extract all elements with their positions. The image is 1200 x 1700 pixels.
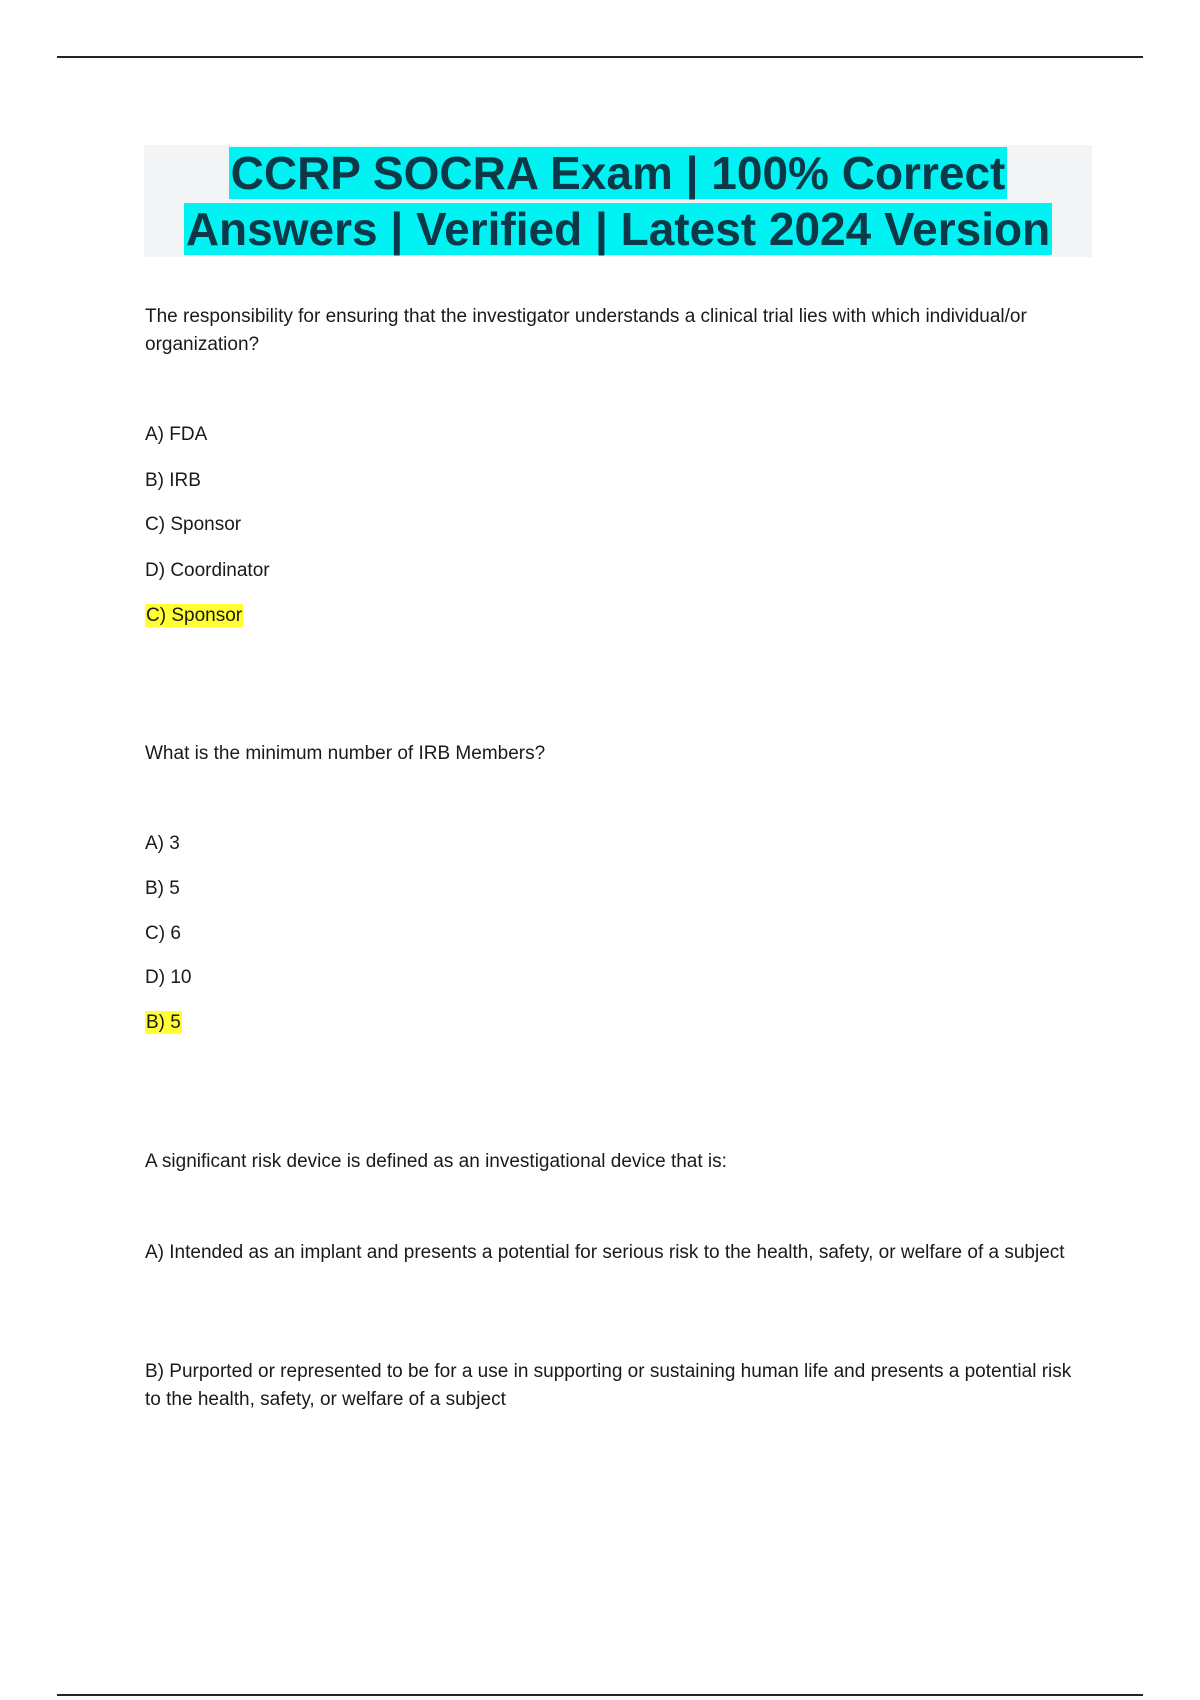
- question-2-answer: B) 5: [146, 1012, 181, 1033]
- question-2-option-d: D) 10: [145, 967, 192, 988]
- bottom-rule: [57, 1694, 1143, 1696]
- title-line-2: Answers | Verified | Latest 2024 Version: [185, 203, 1051, 255]
- question-3-option-a: A) Intended as an implant and presents a potential for serious risk to the health, safety, or welfare of a subject: [145, 1242, 1065, 1263]
- top-rule: [57, 56, 1143, 58]
- question-1-text: The responsibility for ensuring that the investigator understands a clinical trial lies with which individual/or organization?: [145, 306, 1027, 355]
- question-3-option-b: B) Purported or represented to be for a use in supporting or sustaining human life and presents a potential risk to the health, safety, or welfare of a subject: [145, 1361, 1072, 1410]
- question-1-option-b: B) IRB: [145, 470, 201, 491]
- question-2-option-b: B) 5: [145, 878, 180, 899]
- question-2-text: What is the minimum number of IRB Members?: [145, 743, 546, 764]
- question-1-option-a: A) FDA: [145, 424, 208, 445]
- question-1-option-c: C) Sponsor: [145, 514, 242, 535]
- question-3-text: A significant risk device is defined as an investigational device that is:: [145, 1151, 727, 1172]
- question-1-option-d: D) Coordinator: [145, 560, 270, 581]
- question-2-option-a: A) 3: [145, 833, 180, 854]
- title-line-1: CCRP SOCRA Exam | 100% Correct: [230, 147, 1006, 199]
- question-1-answer: C) Sponsor: [146, 605, 243, 626]
- question-2-option-c: C) 6: [145, 923, 181, 944]
- document-title: [144, 145, 1092, 257]
